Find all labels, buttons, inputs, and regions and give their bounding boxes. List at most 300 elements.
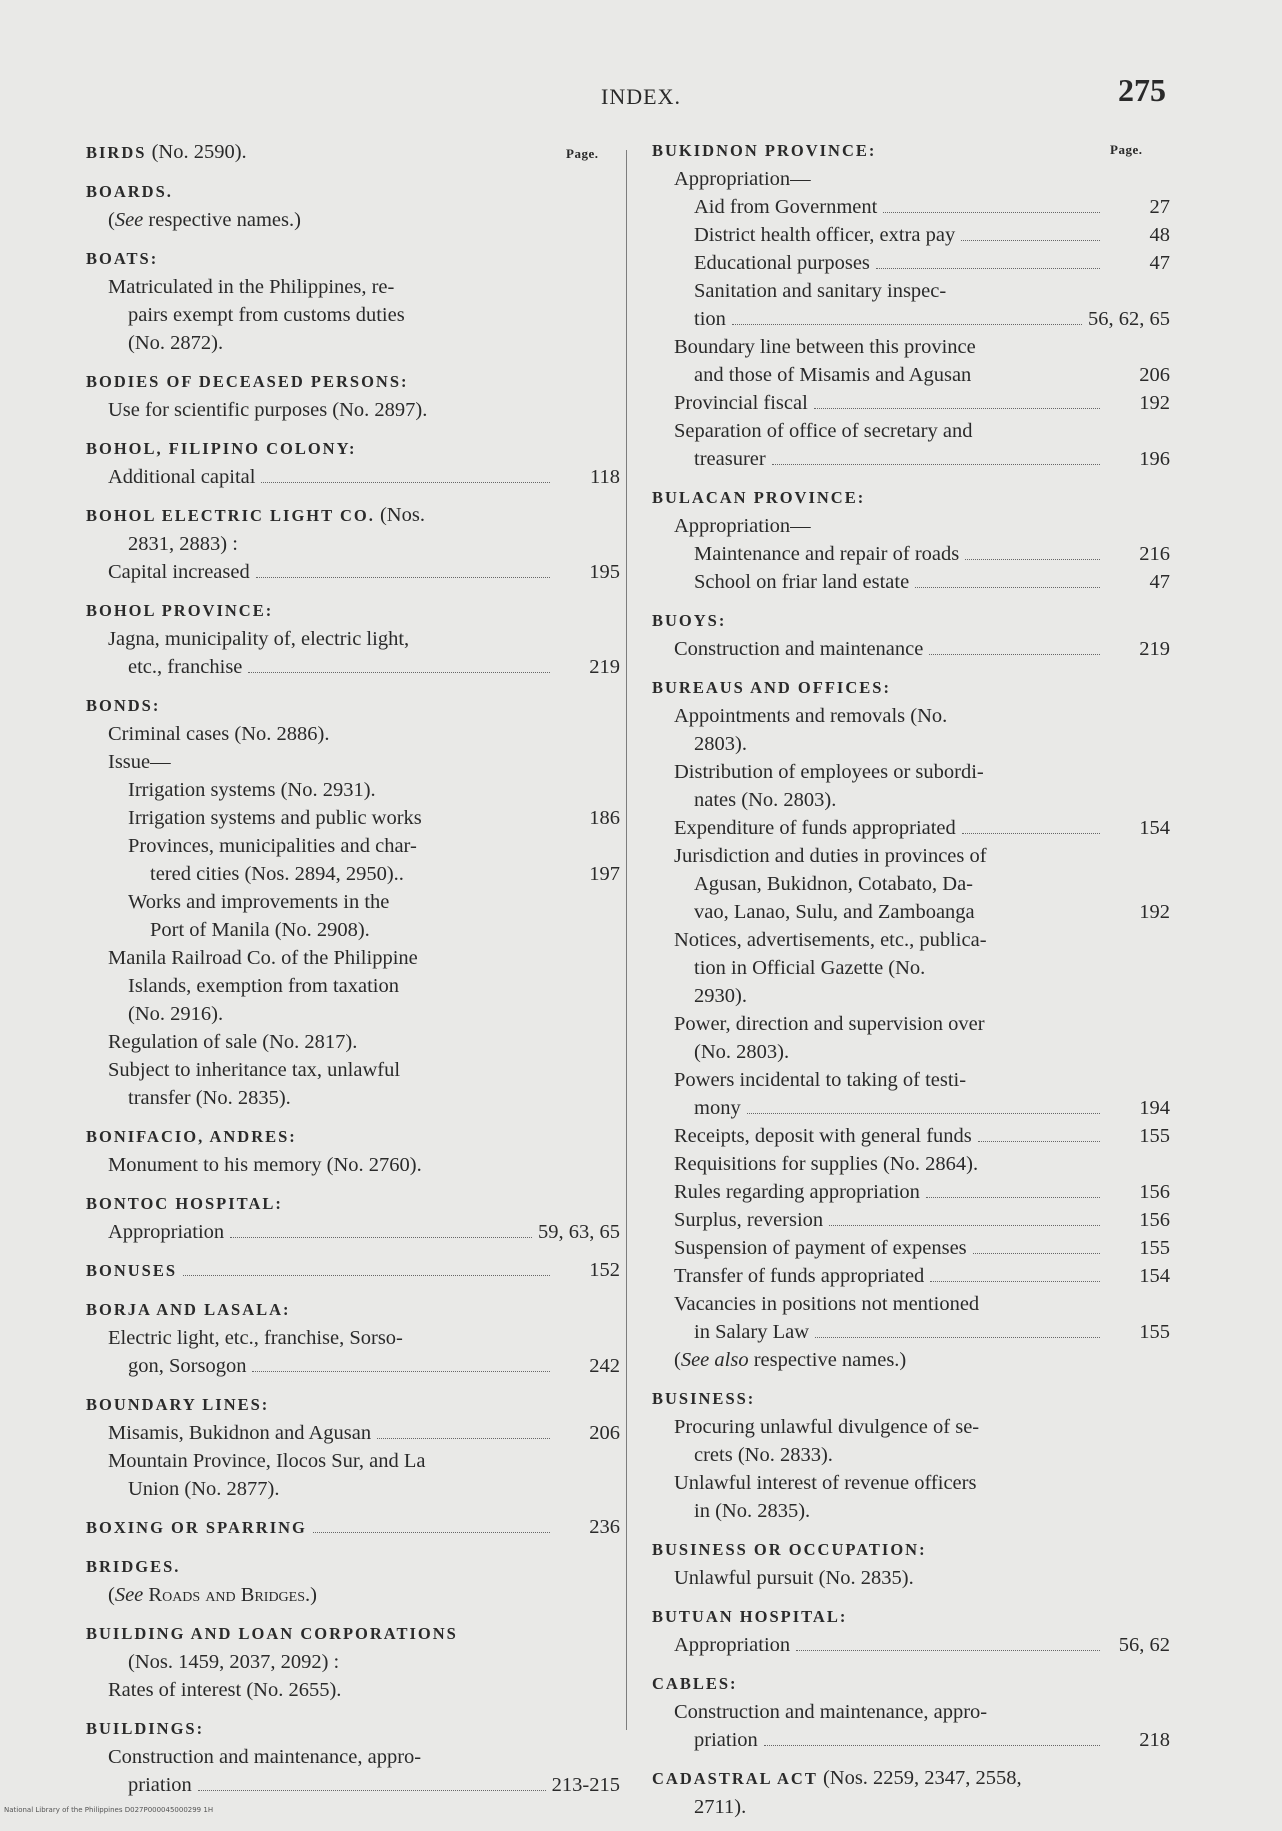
index-heading-line <box>86 138 620 167</box>
page-reference: 206 <box>1139 364 1170 386</box>
index-heading: BOHOL ELECTRIC LIGHT CO. <box>86 506 375 525</box>
index-subentry-text: gon, Sorsogon <box>128 1355 247 1377</box>
index-subentry <box>86 530 620 558</box>
leader-dots <box>929 654 1100 655</box>
page-reference: 216 <box>1139 543 1170 565</box>
index-subentry-text: etc., franchise <box>128 656 243 678</box>
index-subentry <box>86 776 620 804</box>
index-subentry <box>86 1447 620 1475</box>
index-subentry-text: Islands, exemption from taxation <box>128 975 399 997</box>
index-heading-line <box>652 1384 1170 1413</box>
text-part: respective names.) <box>748 1349 907 1371</box>
index-heading-line <box>86 1513 620 1542</box>
index-heading: BONIFACIO, ANDRES: <box>86 1127 297 1146</box>
leader-dots <box>313 1532 550 1533</box>
index-entry <box>86 177 620 234</box>
leader-dots <box>261 482 550 483</box>
index-subentry <box>652 512 1170 540</box>
index-subentry <box>86 860 620 888</box>
index-subentry <box>652 333 1170 361</box>
index-subentry-text: Manila Railroad Co. of the Philippine <box>108 947 418 969</box>
index-heading-line <box>652 1669 1170 1698</box>
index-entry <box>86 367 620 424</box>
index-subentry-text: Appropriation <box>674 1634 791 1656</box>
index-heading: BOHOL PROVINCE: <box>86 601 274 620</box>
index-heading: BUSINESS OR OCCUPATION: <box>652 1540 927 1559</box>
index-heading-line <box>86 177 620 206</box>
index-entry <box>652 1669 1170 1754</box>
index-heading-text <box>86 501 425 530</box>
index-subentry-text: transfer (No. 2835). <box>128 1087 291 1109</box>
text-part: respective names.) <box>143 209 301 231</box>
index-subentry <box>652 361 1170 389</box>
index-heading-text <box>86 1513 307 1542</box>
index-subentry <box>652 1497 1170 1525</box>
index-heading-text <box>86 177 173 206</box>
index-entry <box>652 483 1170 596</box>
index-subentry-text: Appropriation— <box>674 515 811 537</box>
index-heading-text <box>86 691 160 720</box>
index-subentry-text: Mountain Province, Ilocos Sur, and La <box>108 1450 426 1472</box>
index-subentry <box>652 1150 1170 1178</box>
index-heading-line <box>652 606 1170 635</box>
page-reference: 236 <box>589 1516 620 1538</box>
index-subentry-text: Issue— <box>108 751 171 773</box>
index-entry <box>86 434 620 491</box>
page-reference: 192 <box>1139 392 1170 414</box>
index-subentry-text: Appropriation <box>108 1221 225 1243</box>
index-subentry <box>86 558 620 586</box>
see-reference: See also <box>680 1349 749 1371</box>
index-subentry <box>86 396 620 424</box>
index-subentry-text: Appointments and removals (No. <box>674 705 948 727</box>
leader-dots <box>930 1281 1100 1282</box>
index-heading-line <box>86 1256 620 1285</box>
index-subentry-text: priation <box>128 1774 192 1796</box>
leader-dots <box>256 577 550 578</box>
index-subentry-text: crets (No. 2833). <box>694 1444 833 1466</box>
page-reference: 242 <box>589 1355 620 1377</box>
index-subentry-text: tion in Official Gazette (No. <box>694 957 926 979</box>
index-heading-text <box>652 673 891 702</box>
index-heading-line <box>86 434 620 463</box>
index-subentry-text: Unlawful pursuit (No. 2835). <box>674 1567 914 1589</box>
page-reference: 48 <box>1149 224 1170 246</box>
leader-dots <box>252 1371 550 1372</box>
index-subentry-text: Receipts, deposit with general funds <box>674 1125 972 1147</box>
index-heading: BUREAUS AND OFFICES: <box>652 678 891 697</box>
index-heading: BORJA AND LASALA: <box>86 1300 291 1319</box>
leader-dots <box>814 408 1100 409</box>
index-subentry-text: Criminal cases (No. 2886). <box>108 723 330 745</box>
index-subentry <box>652 786 1170 814</box>
index-subentry-text: Additional capital <box>108 466 256 488</box>
leader-dots <box>796 1650 1100 1651</box>
index-heading: BODIES OF DECEASED PERSONS: <box>86 372 409 391</box>
index-subentry <box>652 1178 1170 1206</box>
index-entry <box>86 1513 620 1542</box>
index-subentry <box>652 1122 1170 1150</box>
page-reference: 56, 62, 65 <box>1088 308 1170 330</box>
index-subentry <box>86 1581 620 1609</box>
index-subentry <box>652 417 1170 445</box>
index-subentry <box>86 916 620 944</box>
index-heading-text <box>652 1764 1022 1793</box>
index-entry <box>86 1256 620 1285</box>
index-heading-text <box>86 1390 269 1419</box>
index-subentry-text: (No. 2803). <box>694 1041 790 1063</box>
page-reference: 152 <box>589 1259 620 1281</box>
index-heading-text <box>652 1669 738 1698</box>
index-heading-line <box>86 1619 620 1648</box>
page-reference: 206 <box>589 1422 620 1444</box>
index-subentry <box>652 898 1170 926</box>
index-heading: BOARDS. <box>86 182 173 201</box>
index-subentry <box>86 1352 620 1380</box>
footer-stamp: National Library of the Philippines D027P000045000299 1H <box>4 1806 214 1814</box>
index-heading-line <box>652 1535 1170 1564</box>
index-subentry-text: Power, direction and supervision over <box>674 1013 985 1035</box>
page-reference: 47 <box>1149 571 1170 593</box>
index-heading-line <box>652 1602 1170 1631</box>
index-heading-line <box>86 1552 620 1581</box>
index-subentry <box>86 972 620 1000</box>
index-heading-line <box>652 136 1170 165</box>
index-subentry <box>652 1441 1170 1469</box>
index-subentry <box>652 870 1170 898</box>
index-heading: BIRDS <box>86 143 147 162</box>
page-reference: 219 <box>589 656 620 678</box>
index-subentry <box>652 1793 1170 1821</box>
index-subentry <box>652 305 1170 333</box>
index-heading-text <box>86 138 247 167</box>
index-subentry-text <box>108 206 301 234</box>
page-reference: 154 <box>1139 1265 1170 1287</box>
index-subentry <box>652 277 1170 305</box>
index-subentry <box>652 389 1170 417</box>
index-subentry-text: Use for scientific purposes (No. 2897). <box>108 399 428 421</box>
index-subentry-text <box>674 1346 906 1374</box>
index-heading: CADASTRAL ACT <box>652 1769 818 1788</box>
leader-dots <box>876 268 1100 269</box>
index-subentry <box>86 1475 620 1503</box>
index-heading-text <box>86 244 158 273</box>
page-reference: 186 <box>589 807 620 829</box>
index-heading-line <box>86 691 620 720</box>
leader-dots <box>829 1225 1100 1226</box>
index-subentry-text: priation <box>694 1729 758 1751</box>
index-heading: BONUSES <box>86 1261 178 1280</box>
index-heading-line <box>86 596 620 625</box>
index-entry <box>86 1390 620 1503</box>
leader-dots <box>815 1337 1100 1338</box>
page-reference: 59, 63, 65 <box>538 1221 620 1243</box>
leader-dots <box>915 587 1100 588</box>
index-subentry-text: Vacancies in positions not mentioned <box>674 1293 980 1315</box>
page-reference: 197 <box>589 863 620 885</box>
index-subentry-text: (No. 2872). <box>128 332 224 354</box>
index-subentry <box>86 1324 620 1352</box>
leader-dots <box>973 1253 1100 1254</box>
index-subentry-text: 2930). <box>694 985 747 1007</box>
index-entry <box>86 1619 620 1704</box>
index-heading-line <box>652 673 1170 702</box>
index-subentry <box>86 1056 620 1084</box>
index-subentry-text: Monument to his memory (No. 2760). <box>108 1154 422 1176</box>
page-header-title: INDEX. <box>601 84 681 109</box>
index-subentry <box>652 954 1170 982</box>
page-reference: 219 <box>1139 638 1170 660</box>
index-subentry <box>652 193 1170 221</box>
page-reference: 192 <box>1139 901 1170 923</box>
page-reference: 218 <box>1139 1729 1170 1751</box>
index-heading-line <box>86 1714 620 1743</box>
index-subentry-text: Jurisdiction and duties in provinces of <box>674 845 987 867</box>
index-heading: BUOYS: <box>652 611 727 630</box>
index-heading-line <box>86 1189 620 1218</box>
index-subentry <box>652 1234 1170 1262</box>
index-column-left <box>86 138 620 1809</box>
index-subentry-text: Provinces, municipalities and char- <box>128 835 417 857</box>
index-subentry-text: Powers incidental to taking of testi- <box>674 1069 967 1091</box>
index-heading-line <box>86 1295 620 1324</box>
index-subentry <box>652 165 1170 193</box>
leader-dots <box>248 672 550 673</box>
index-subentry <box>652 1564 1170 1592</box>
index-subentry-text: treasurer <box>694 448 766 470</box>
index-entry <box>652 673 1170 1374</box>
index-subentry-text: Separation of office of secretary and <box>674 420 973 442</box>
index-subentry-text: District health officer, extra pay <box>694 224 956 246</box>
page-reference: 154 <box>1139 817 1170 839</box>
index-heading-text <box>86 1122 297 1151</box>
text-part: Roads and Bridges.) <box>143 1584 317 1606</box>
index-heading: BOXING OR SPARRING <box>86 1518 307 1537</box>
index-subentry-text: Suspension of payment of expenses <box>674 1237 967 1259</box>
index-subentry <box>652 842 1170 870</box>
index-subentry <box>86 832 620 860</box>
index-subentry-text: (No. 2916). <box>128 1003 224 1025</box>
index-subentry <box>652 1726 1170 1754</box>
page-reference: 155 <box>1139 1321 1170 1343</box>
index-subentry <box>86 625 620 653</box>
index-subentry-text: School on friar land estate <box>694 571 910 593</box>
index-subentry <box>652 1094 1170 1122</box>
page-reference: 213-215 <box>551 1774 620 1796</box>
index-subentry <box>652 758 1170 786</box>
column-divider <box>626 150 627 1730</box>
index-heading: BONDS: <box>86 696 161 715</box>
index-heading-text <box>652 1602 847 1631</box>
index-heading: BUILDING AND LOAN CORPORATIONS <box>86 1624 458 1643</box>
index-subentry <box>86 944 620 972</box>
leader-dots <box>926 1197 1100 1198</box>
index-subentry <box>652 702 1170 730</box>
index-entry <box>86 1295 620 1380</box>
page-reference: 56, 62 <box>1118 1634 1170 1656</box>
index-subentry <box>652 1318 1170 1346</box>
index-subentry-text: Union (No. 2877). <box>128 1478 280 1500</box>
index-heading-line <box>652 1764 1170 1793</box>
index-subentry-text: Aid from Government <box>694 196 878 218</box>
index-subentry <box>652 1631 1170 1659</box>
index-subentry <box>86 1218 620 1246</box>
page-reference: 27 <box>1149 196 1170 218</box>
index-subentry <box>86 329 620 357</box>
index-subentry <box>86 301 620 329</box>
text-part: ( <box>108 209 115 231</box>
text-part: ( <box>674 1349 681 1371</box>
index-subentry-text: Regulation of sale (No. 2817). <box>108 1031 358 1053</box>
index-subentry <box>652 221 1170 249</box>
index-subentry-text: Agusan, Bukidnon, Cotabato, Da- <box>694 873 973 895</box>
index-heading-line <box>86 501 620 530</box>
index-subentry-text: Misamis, Bukidnon and Agusan <box>108 1422 372 1444</box>
index-subentry <box>652 1066 1170 1094</box>
index-subentry <box>652 635 1170 663</box>
index-subentry <box>86 888 620 916</box>
index-entry <box>86 596 620 681</box>
index-heading-line <box>86 367 620 396</box>
index-subentry-text: Distribution of employees or subordi- <box>674 761 984 783</box>
page-reference: 156 <box>1139 1209 1170 1231</box>
index-entry <box>652 1535 1170 1592</box>
index-subentry <box>652 568 1170 596</box>
page-reference: 155 <box>1139 1237 1170 1259</box>
index-heading-text <box>86 1714 204 1743</box>
page-reference: 47 <box>1149 252 1170 274</box>
index-heading-rest: (Nos. 2259, 2347, 2558, <box>817 1767 1022 1789</box>
index-subentry <box>652 249 1170 277</box>
index-entry <box>652 1384 1170 1525</box>
leader-dots <box>747 1113 1100 1114</box>
index-subentry-text: tered cities (Nos. 2894, 2950).. <box>150 863 404 885</box>
index-heading-text <box>86 1552 180 1581</box>
index-heading: BOHOL, FILIPINO COLONY: <box>86 439 357 458</box>
index-subentry-text: Works and improvements in the <box>128 891 390 913</box>
index-subentry-text: Expenditure of funds appropriated <box>674 817 956 839</box>
index-subentry-text: mony <box>694 1097 741 1119</box>
index-heading-text <box>86 1619 458 1648</box>
index-subentry <box>86 653 620 681</box>
index-heading-rest: (Nos. <box>374 504 425 526</box>
index-subentry-text: (Nos. 1459, 2037, 2092) : <box>128 1651 340 1673</box>
index-subentry-text: Notices, advertisements, etc., publica- <box>674 929 987 951</box>
index-entry <box>652 606 1170 663</box>
index-subentry <box>86 1743 620 1771</box>
index-subentry-text: and those of Misamis and Agusan <box>694 364 972 386</box>
index-heading: BUKIDNON PROVINCE: <box>652 141 877 160</box>
index-subentry-text: Boundary line between this province <box>674 336 976 358</box>
leader-dots <box>764 1745 1100 1746</box>
index-subentry <box>86 1028 620 1056</box>
index-subentry <box>86 1151 620 1179</box>
page-reference: 156 <box>1139 1181 1170 1203</box>
page-column-label-left: Page. <box>566 146 599 161</box>
index-heading: BUSINESS: <box>652 1389 756 1408</box>
index-heading-line <box>86 1122 620 1151</box>
index-subentry <box>652 1206 1170 1234</box>
page-reference: 155 <box>1139 1125 1170 1147</box>
index-heading: BULACAN PROVINCE: <box>652 488 866 507</box>
index-subentry-text: nates (No. 2803). <box>694 789 837 811</box>
index-subentry-text: Requisitions for supplies (No. 2864). <box>674 1153 979 1175</box>
index-subentry-text: Procuring unlawful divulgence of se- <box>674 1416 980 1438</box>
index-entry <box>86 501 620 586</box>
index-subentry <box>86 804 620 832</box>
index-subentry-text: Irrigation systems (No. 2931). <box>128 779 376 801</box>
index-column-right <box>652 136 1170 1831</box>
index-heading-text <box>652 606 726 635</box>
leader-dots <box>961 240 1100 241</box>
page-reference: 194 <box>1139 1097 1170 1119</box>
index-heading-text <box>86 1256 177 1285</box>
index-subentry <box>652 1698 1170 1726</box>
index-entry <box>86 244 620 357</box>
index-subentry-text: Electric light, etc., franchise, Sorso- <box>108 1327 403 1349</box>
index-subentry-text: Construction and maintenance <box>674 638 924 660</box>
leader-dots <box>978 1141 1100 1142</box>
page-number: 275 <box>1118 72 1166 108</box>
index-heading: BOUNDARY LINES: <box>86 1395 270 1414</box>
index-subentry-text: tion <box>694 308 726 330</box>
page-reference: 195 <box>589 561 620 583</box>
index-subentry <box>652 1262 1170 1290</box>
index-subentry <box>652 1469 1170 1497</box>
index-subentry-text: 2711). <box>694 1796 747 1818</box>
leader-dots <box>732 324 1082 325</box>
index-heading-text <box>86 1295 291 1324</box>
leader-dots <box>183 1275 550 1276</box>
index-subentry-text: Surplus, reversion <box>674 1209 824 1231</box>
index-heading: BOATS: <box>86 249 159 268</box>
index-heading-text <box>86 434 356 463</box>
index-heading-line <box>652 483 1170 512</box>
index-entry <box>86 1552 620 1609</box>
index-subentry <box>652 540 1170 568</box>
index-heading: BUILDINGS: <box>86 1719 205 1738</box>
index-subentry-text: Rules regarding appropriation <box>674 1181 920 1203</box>
index-heading-text <box>86 1189 283 1218</box>
index-heading-text <box>652 1535 927 1564</box>
page-reference: 196 <box>1139 448 1170 470</box>
index-subentry <box>652 730 1170 758</box>
index-subentry-text: Subject to inheritance tax, unlawful <box>108 1059 401 1081</box>
index-subentry <box>86 1419 620 1447</box>
index-entry <box>86 691 620 1112</box>
index-subentry-text <box>108 1581 317 1609</box>
see-reference: See <box>114 1584 144 1606</box>
index-heading-rest: (No. 2590). <box>146 141 247 163</box>
index-entry <box>86 1714 620 1799</box>
index-subentry-text: Educational purposes <box>694 252 870 274</box>
index-heading-text <box>652 483 865 512</box>
index-entry <box>86 1122 620 1179</box>
index-entry <box>86 1189 620 1246</box>
index-subentry-text: 2831, 2883) : <box>128 533 238 555</box>
index-subentry <box>652 1290 1170 1318</box>
index-subentry <box>86 206 620 234</box>
index-entry <box>652 136 1170 473</box>
page-reference: 118 <box>590 466 620 488</box>
index-subentry-text: pairs exempt from customs duties <box>128 304 405 326</box>
index-subentry <box>652 982 1170 1010</box>
index-subentry <box>86 1771 620 1799</box>
index-heading-line <box>86 244 620 273</box>
index-heading-text <box>652 136 876 165</box>
index-subentry <box>86 1676 620 1704</box>
index-heading-text <box>652 1384 755 1413</box>
